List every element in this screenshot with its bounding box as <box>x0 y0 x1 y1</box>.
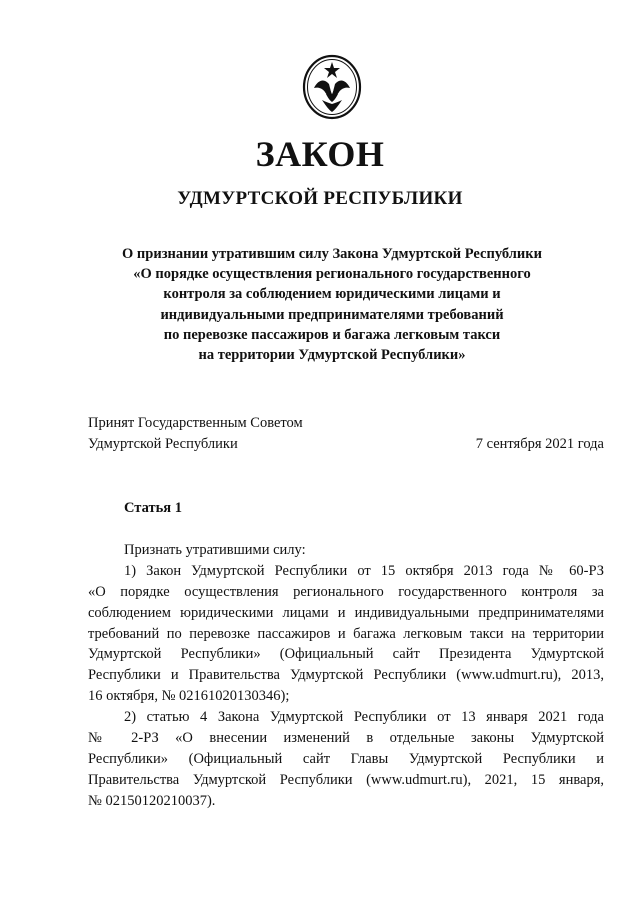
heading-line: контроля за соблюдением юридическими лицами и <box>163 286 501 303</box>
heading-line: «О порядке осуществления регионального государственного <box>133 266 531 283</box>
article-line: Республики» (Официальный сайт Главы Удмуртской Республики и <box>88 750 604 767</box>
article-line: 16 октября, № 02161020130346); <box>88 688 290 705</box>
document-heading <box>100 244 564 365</box>
article-line: 1) Закон Удмуртской Республики от 15 октября 2013 года № 60-РЗ <box>124 562 604 579</box>
article-line: 2) статью 4 Закона Удмуртской Республики от 13 января 2021 года <box>124 709 604 726</box>
article-line: № 2-РЗ «О внесении изменений в отдельные законы Удмуртской <box>88 730 604 747</box>
article-line: Республики и Правительства Удмуртской Республики (www.udmurt.ru), 2013, <box>88 667 604 684</box>
heading-line: О признании утратившим силу Закона Удмуртской Республики <box>122 246 542 262</box>
article-line: «О порядке осуществления регионального государственного контроля за <box>88 583 604 600</box>
law-title: ЗАКОН <box>255 134 385 174</box>
article-line: № 02150120210037). <box>88 792 216 809</box>
heading-line: по перевозке пассажиров и багажа легковым такси <box>163 326 501 343</box>
heading-line: индивидуальными предпринимателями требований <box>160 306 504 323</box>
coat-of-arms-icon <box>302 54 362 120</box>
article-title: Статья 1 <box>124 500 182 516</box>
article-line: Признать утратившими силу: <box>124 542 306 558</box>
article-body <box>88 540 604 812</box>
article-line: Удмуртской Республики» (Официальный сайт Президента Удмуртской <box>88 646 604 663</box>
adopted-by-line: Удмуртской Республики <box>88 436 238 452</box>
heading-line: на территории Удмуртской Республики» <box>198 347 466 364</box>
adopted-by-line: Принят Государственным Советом <box>88 415 303 431</box>
article-line: Правительства Удмуртской Республики (www.udmurt.ru), 2021, 15 января, <box>88 771 604 788</box>
article-line: соблюдением юридическими лицами и индивидуальными предпринимателями <box>88 604 604 621</box>
adoption-date: 7 сентября 2021 года <box>475 436 604 452</box>
law-subtitle: УДМУРТСКОЙ РЕСПУБЛИКИ <box>177 188 463 209</box>
adoption-block <box>88 413 604 455</box>
article-line: требований по перевозке пассажиров и багажа легковым такси на территории <box>88 625 604 642</box>
